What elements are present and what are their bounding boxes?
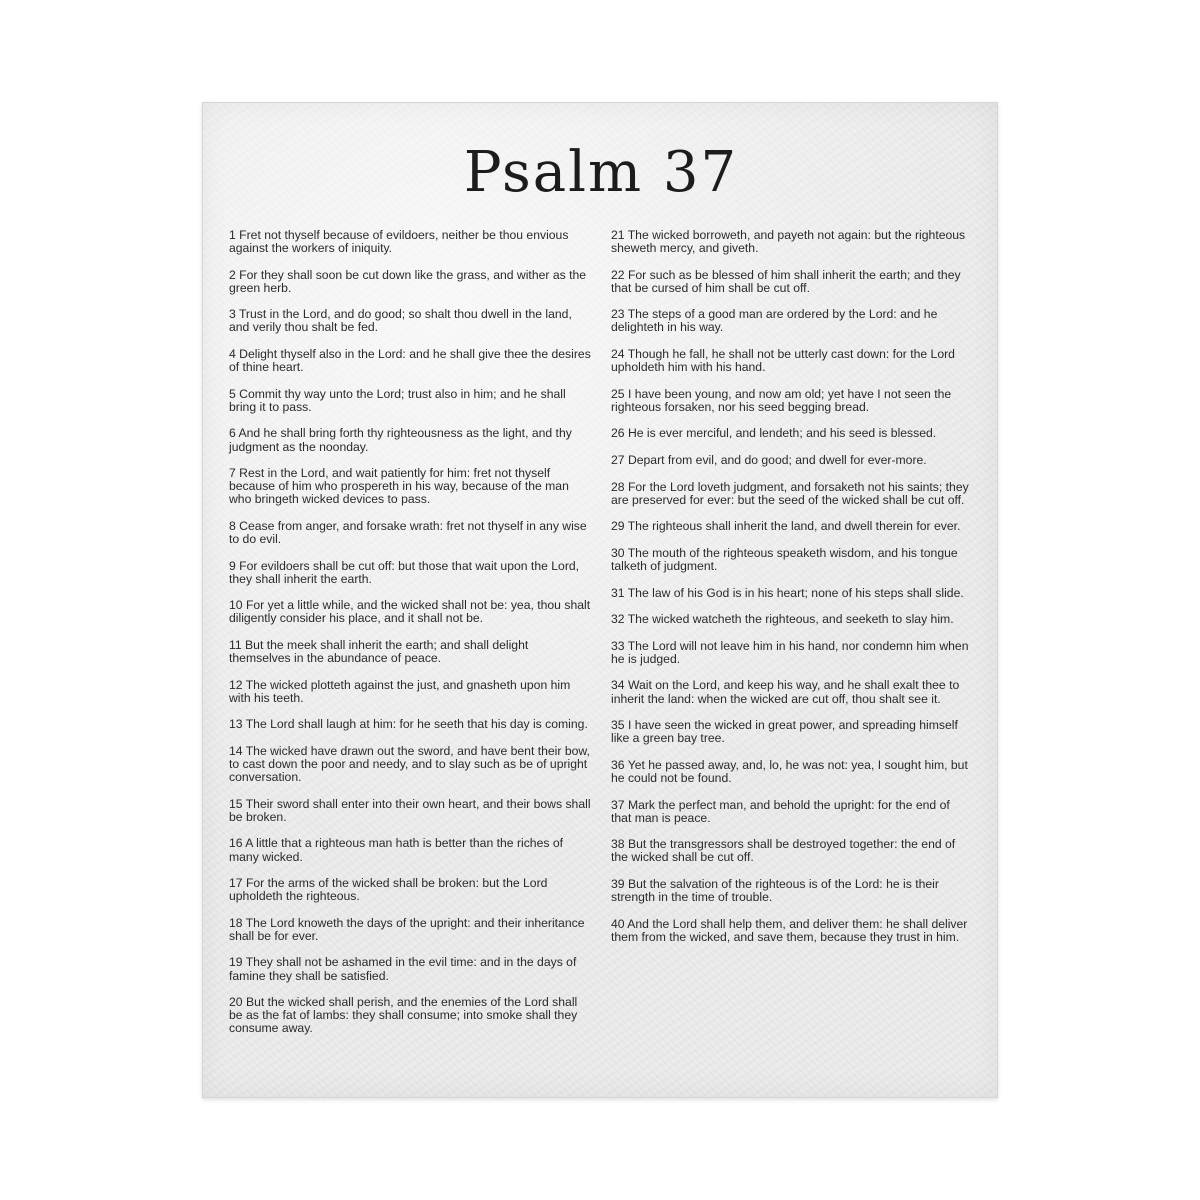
canvas-print — [202, 102, 998, 1098]
verse: 15 Their sword shall enter into their own heart, and their bows shall be broken. — [229, 796, 591, 824]
verse: 14 The wicked have drawn out the sword, and have bent their bow, to cast down the poor and needy, and to slay such as be of upright conversation. — [229, 743, 590, 785]
verse: 3 Trust in the Lord, and do good; so shalt thou dwell in the land, and verily thou shalt be fed. — [229, 307, 572, 335]
verse: 24 Though he fall, he shall not be utterly cast down: for the Lord upholdeth him with his hand. — [611, 347, 955, 375]
verse: 36 Yet he passed away, and, lo, he was not: yea, I sought him, but he could not be found. — [611, 757, 968, 785]
verse: 6 And he shall bring forth thy righteousness as the light, and thy judgment as the noonday. — [229, 426, 572, 454]
verse: 26 He is ever merciful, and lendeth; and his seed is blessed. — [611, 426, 937, 441]
verse: 25 I have been young, and now am old; yet have I not seen the righteous forsaken, nor his seed begging bread. — [611, 386, 952, 414]
verse: 38 But the transgressors shall be destroyed together: the end of the wicked shall be cut off. — [611, 837, 956, 865]
verse: 1 Fret not thyself because of evildoers, neither be thou envious against the workers of iniquity. — [229, 228, 569, 256]
verse: 33 The Lord will not leave him in his hand, nor condemn him when he is judged. — [611, 638, 969, 666]
verse: 8 Cease from anger, and forsake wrath: fret not thyself in any wise to do evil. — [229, 518, 587, 546]
verse: 16 A little that a righteous man hath is better than the riches of many wicked. — [229, 836, 564, 864]
verse: 35 I have seen the wicked in great power, and spreading himself like a green bay tree. — [611, 718, 958, 746]
verse: 23 The steps of a good man are ordered by the Lord: and he delighteth in his way. — [611, 307, 938, 335]
verse: 32 The wicked watcheth the righteous, and seeketh to slay him. — [611, 612, 954, 627]
verse: 7 Rest in the Lord, and wait patiently for him: fret not thyself because of him who prospereth in his way, because of the man who bringeth wicked devices to pass. — [229, 466, 569, 507]
verse: 2 For they shall soon be cut down like the grass, and wither as the green herb. — [229, 267, 587, 295]
verse: 13 The Lord shall laugh at him: for he seeth that his day is coming. — [229, 717, 588, 732]
verse-column-left — [229, 229, 591, 1049]
page-title: Psalm 37 — [463, 140, 739, 205]
verse: 27 Depart from evil, and do good; and dwell for ever-more. — [611, 453, 927, 468]
verse: 40 And the Lord shall help them, and deliver them: he shall deliver them from the wicked, and save them, because they trust in him. — [611, 916, 968, 944]
verse: 30 The mouth of the righteous speaketh wisdom, and his tongue talketh of judgment. — [611, 545, 958, 573]
verse: 12 The wicked plotteth against the just, and gnasheth upon him with his teeth. — [229, 677, 571, 705]
verse: 21 The wicked borroweth, and payeth not again: but the righteous sheweth mercy, and giveth. — [611, 228, 966, 256]
verse: 20 But the wicked shall perish, and the enemies of the Lord shall be as the fat of lambs: they shall consume; into smoke shall they consume away. — [229, 995, 578, 1036]
verse: 11 But the meek shall inherit the earth; and shall delight themselves in the abundance of peace. — [229, 637, 529, 666]
verse: 28 For the Lord loveth judgment, and forsaketh not his saints; they are preserved for ever: but the seed of the wicked shall be cut off. — [611, 479, 969, 507]
verse: 37 Mark the perfect man, and behold the upright: for the end of that man is peace. — [611, 797, 950, 825]
verse: 29 The righteous shall inherit the land, and dwell therein for ever. — [611, 519, 961, 534]
verse: 19 They shall not be ashamed in the evil time: and in the days of famine they shall be satisfied. — [229, 955, 577, 983]
verse: 9 For evildoers shall be cut off: but those that wait upon the Lord, they shall inherit the earth. — [229, 558, 580, 586]
verse-column-right — [611, 229, 973, 957]
verse: 39 But the salvation of the righteous is of the Lord: he is their strength in the time of trouble. — [611, 876, 939, 904]
verse: 5 Commit thy way unto the Lord; trust also in him; and he shall bring it to pass. — [229, 386, 566, 414]
verse: 22 For such as be blessed of him shall inherit the earth; and they that be cursed of him shall be cut off. — [611, 267, 961, 295]
verse: 18 The Lord knoweth the days of the upright: and their inheritance shall be for ever. — [229, 915, 585, 943]
verse: 4 Delight thyself also in the Lord: and he shall give thee the desires of thine heart. — [229, 347, 591, 375]
verse: 34 Wait on the Lord, and keep his way, and he shall exalt thee to inherit the land: when the wicked are cut off, thou shalt see it. — [611, 678, 960, 706]
verse: 10 For yet a little while, and the wicked shall not be: yea, thou shalt diligently consider his place, and it shall not be. — [229, 598, 591, 626]
verse: 31 The law of his God is in his heart; none of his steps shall slide. — [611, 585, 964, 600]
verse: 17 For the arms of the wicked shall be broken: but the Lord upholdeth the righteous. — [229, 876, 548, 904]
